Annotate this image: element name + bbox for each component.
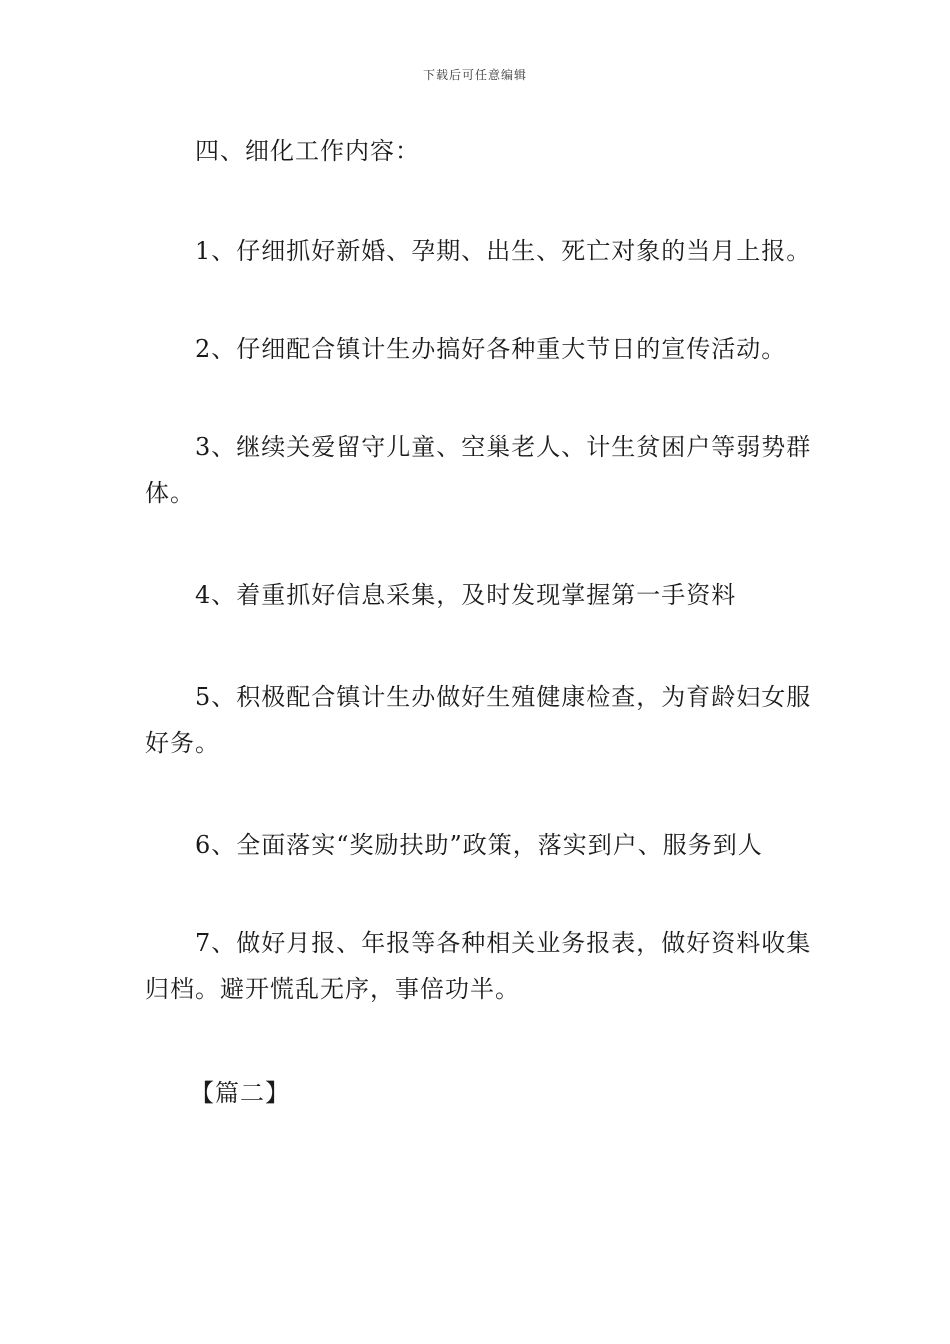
header-note: 下载后可任意编辑 [422,68,527,82]
list-item: 1、仔细抓好新婚、孕期、出生、死亡对象的当月上报。 [195,237,812,265]
section-title: 【篇二】 [190,1079,290,1107]
document-body [145,128,815,1116]
list-item: 6、全面落实“奖励扶助”政策，落实到户、服务到人 [195,831,763,859]
list-item: 3、继续关爱留守儿童、空巢老人、计生贫困户等弱势群体。 [145,433,812,507]
list-item: 5、积极配合镇计生办做好生殖健康检查，为育龄妇女服好务。 [145,683,812,757]
list-item: 2、仔细配合镇计生办搞好各种重大节日的宣传活动。 [195,335,787,363]
section-heading: 四、细化工作内容： [195,137,420,165]
list-item: 7、做好月报、年报等各种相关业务报表，做好资料收集归档。避开慌乱无序，事倍功半。 [145,929,812,1003]
list-item: 4、着重抓好信息采集，及时发现掌握第一手资料 [195,581,737,609]
